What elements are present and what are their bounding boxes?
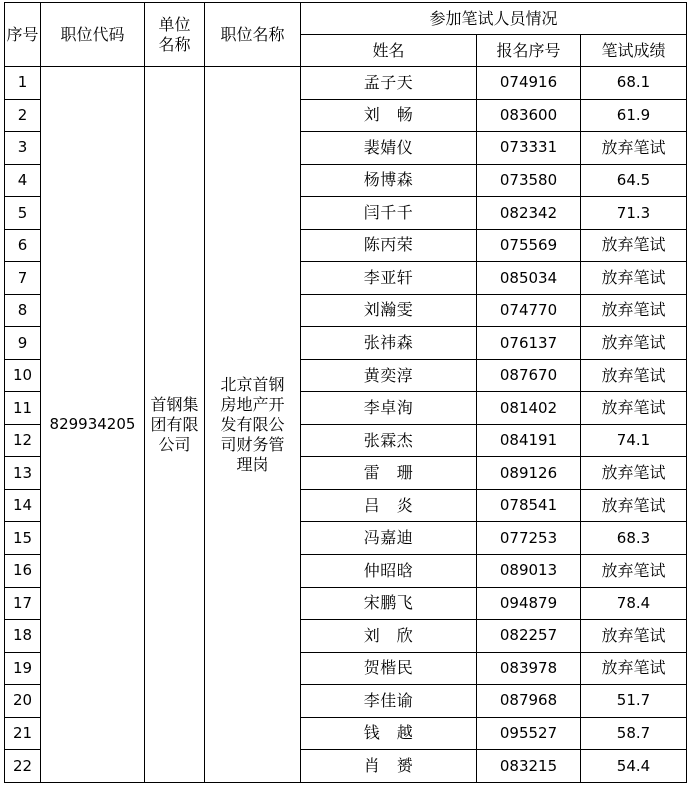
score-cell: 放弃笔试 [581, 652, 687, 685]
row-seq-cell: 6 [5, 229, 41, 262]
score-cell: 放弃笔试 [581, 327, 687, 360]
candidate-name-cell: 黄奕淳 [301, 359, 477, 392]
row-seq-cell: 8 [5, 294, 41, 327]
reg-number-cell: 081402 [477, 392, 581, 425]
unit-name-cell: 首钢集团有限公司 [145, 67, 205, 783]
header-unit [145, 3, 205, 67]
reg-number-cell: 087670 [477, 359, 581, 392]
score-cell: 64.5 [581, 164, 687, 197]
row-seq-cell: 13 [5, 457, 41, 490]
score-cell: 54.4 [581, 750, 687, 783]
score-cell: 61.9 [581, 99, 687, 132]
position-name-cell: 北京首钢房地产开发有限公司财务管理岗 [205, 67, 301, 783]
reg-number-cell: 085034 [477, 262, 581, 295]
row-seq-cell: 1 [5, 67, 41, 100]
score-cell: 68.1 [581, 67, 687, 100]
candidate-name-cell: 肖 赟 [301, 750, 477, 783]
row-seq-cell: 5 [5, 197, 41, 230]
score-cell: 放弃笔试 [581, 229, 687, 262]
reg-number-cell: 078541 [477, 489, 581, 522]
header-position [205, 3, 301, 67]
candidate-name-cell: 刘瀚雯 [301, 294, 477, 327]
row-seq-cell: 12 [5, 424, 41, 457]
candidate-name-cell: 吕 炎 [301, 489, 477, 522]
reg-number-cell: 083978 [477, 652, 581, 685]
score-cell: 放弃笔试 [581, 132, 687, 165]
row-seq-cell: 15 [5, 522, 41, 555]
row-seq-cell: 21 [5, 717, 41, 750]
row-seq-cell: 7 [5, 262, 41, 295]
candidate-name-cell: 闫千千 [301, 197, 477, 230]
reg-number-cell: 094879 [477, 587, 581, 620]
candidate-name-cell: 贺楷民 [301, 652, 477, 685]
score-cell: 68.3 [581, 522, 687, 555]
reg-number-cell: 082342 [477, 197, 581, 230]
header-seq [5, 3, 41, 67]
job-code-cell: 829934205 [41, 67, 145, 783]
row-seq-cell: 19 [5, 652, 41, 685]
header-position-label: 职位名称 [220, 24, 285, 44]
score-cell: 放弃笔试 [581, 620, 687, 653]
candidate-name-cell: 李亚轩 [301, 262, 477, 295]
header-code-label: 职位代码 [60, 24, 125, 44]
reg-number-cell: 074770 [477, 294, 581, 327]
header-score [581, 35, 687, 67]
row-seq-cell: 18 [5, 620, 41, 653]
score-cell: 78.4 [581, 587, 687, 620]
candidate-name-cell: 张霖杰 [301, 424, 477, 457]
candidate-name-cell: 仲昭晗 [301, 554, 477, 587]
header-group-label: 参加笔试人员情况 [429, 8, 558, 28]
candidate-name-cell: 钱 越 [301, 717, 477, 750]
candidate-name-cell: 张祎森 [301, 327, 477, 360]
row-seq-cell: 14 [5, 489, 41, 522]
candidate-name-cell: 李卓洵 [301, 392, 477, 425]
header-name [301, 35, 477, 67]
reg-number-cell: 075569 [477, 229, 581, 262]
candidate-name-cell: 宋鹏飞 [301, 587, 477, 620]
candidate-name-cell: 刘 欣 [301, 620, 477, 653]
header-reg-no [477, 35, 581, 67]
score-cell: 放弃笔试 [581, 489, 687, 522]
reg-number-cell: 073580 [477, 164, 581, 197]
candidate-name-cell: 刘 畅 [301, 99, 477, 132]
header-score-label: 笔试成绩 [601, 40, 666, 60]
score-cell: 放弃笔试 [581, 392, 687, 425]
candidate-name-cell: 孟子天 [301, 67, 477, 100]
reg-number-cell: 073331 [477, 132, 581, 165]
table-body [5, 67, 687, 783]
score-cell: 71.3 [581, 197, 687, 230]
score-cell: 51.7 [581, 685, 687, 718]
header-code [41, 3, 145, 67]
reg-number-cell: 089126 [477, 457, 581, 490]
row-seq-cell: 16 [5, 554, 41, 587]
row-seq-cell: 11 [5, 392, 41, 425]
candidate-name-cell: 陈丙荣 [301, 229, 477, 262]
reg-number-cell: 074916 [477, 67, 581, 100]
exam-results-table [4, 2, 687, 783]
row-seq-cell: 9 [5, 327, 41, 360]
reg-number-cell: 076137 [477, 327, 581, 360]
reg-number-cell: 087968 [477, 685, 581, 718]
row-seq-cell: 22 [5, 750, 41, 783]
row-seq-cell: 3 [5, 132, 41, 165]
candidate-name-cell: 雷 珊 [301, 457, 477, 490]
score-cell: 放弃笔试 [581, 554, 687, 587]
reg-number-cell: 083600 [477, 99, 581, 132]
header-seq-label: 序号 [6, 24, 39, 44]
score-cell: 放弃笔试 [581, 294, 687, 327]
reg-number-cell: 084191 [477, 424, 581, 457]
header-reg-no-label: 报名序号 [496, 40, 561, 60]
reg-number-cell: 082257 [477, 620, 581, 653]
row-seq-cell: 4 [5, 164, 41, 197]
row-seq-cell: 10 [5, 359, 41, 392]
score-cell: 放弃笔试 [581, 457, 687, 490]
score-cell: 放弃笔试 [581, 359, 687, 392]
score-cell: 放弃笔试 [581, 262, 687, 295]
header-row-top [5, 3, 687, 35]
reg-number-cell: 089013 [477, 554, 581, 587]
candidate-name-cell: 李佳谕 [301, 685, 477, 718]
header-name-label: 姓名 [372, 40, 405, 60]
reg-number-cell: 083215 [477, 750, 581, 783]
header-group [301, 3, 687, 35]
header-unit-label: 单位名称 [158, 14, 191, 54]
score-cell: 58.7 [581, 717, 687, 750]
row-seq-cell: 17 [5, 587, 41, 620]
row-seq-cell: 2 [5, 99, 41, 132]
score-cell: 74.1 [581, 424, 687, 457]
row-seq-cell: 20 [5, 685, 41, 718]
candidate-name-cell: 杨博森 [301, 164, 477, 197]
table-row [5, 67, 687, 100]
reg-number-cell: 077253 [477, 522, 581, 555]
reg-number-cell: 095527 [477, 717, 581, 750]
candidate-name-cell: 裴婧仪 [301, 132, 477, 165]
candidate-name-cell: 冯嘉迪 [301, 522, 477, 555]
